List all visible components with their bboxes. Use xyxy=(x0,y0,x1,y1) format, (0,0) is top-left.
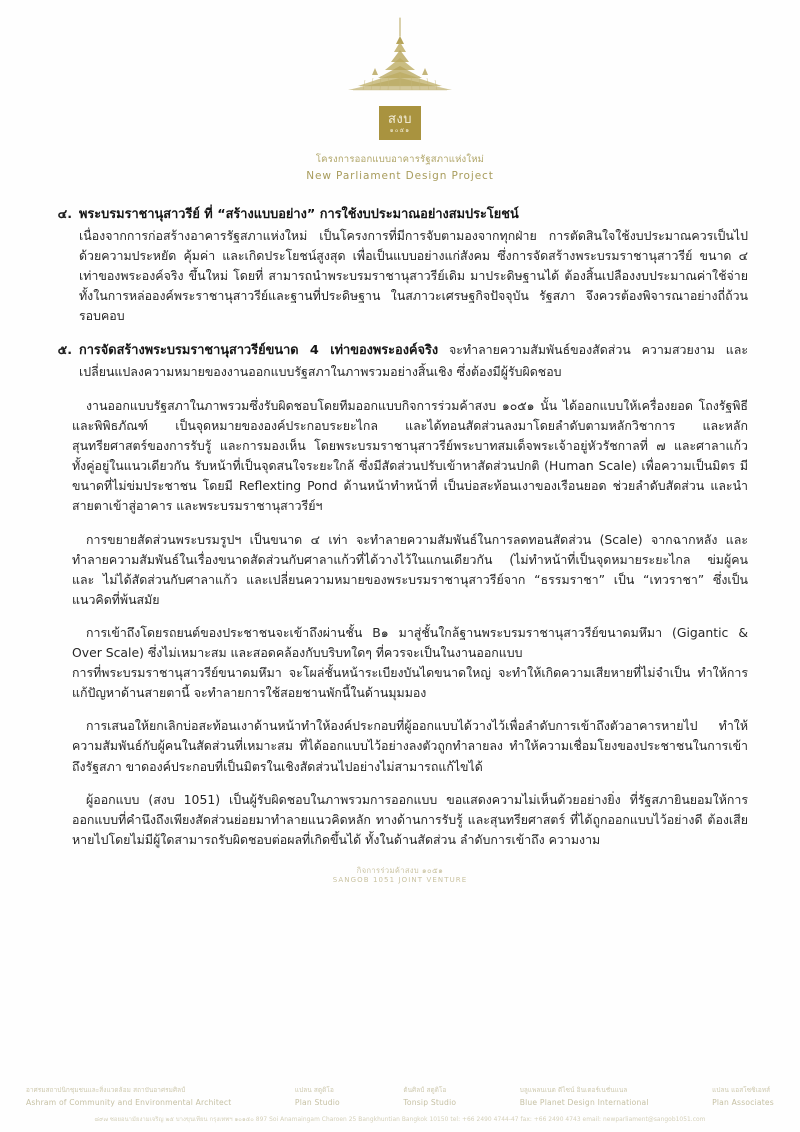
signature-thai: กิจการร่วมค้าสงบ ๑๐๕๑ xyxy=(356,865,444,875)
list-item-4-number: ๔. xyxy=(57,206,72,221)
footer-firm-1 xyxy=(26,1085,231,1107)
sangob-logo-mark xyxy=(379,106,421,140)
list-item-4-heading: พระบรมราชานุสาวรีย์ ที่ “สร้างแบบอย่าง” การใช้งบประมาณอย่างสมประโยชน์ xyxy=(79,207,519,222)
spacer xyxy=(52,384,748,396)
paragraph-3: การเข้าถึงโดยรถยนต์ของประชาชนจะเข้าถึงผ่านชั้น B๑ มาสู่ชั้นใกล้ฐานพระบรมราชานุสาวรีย์ขนาดมหึมา (Gigantic & Over Scale) ซึ่งไม่เหมาะสม และสอดคล้องกับบริบทใดๆ ที่ควรจะเป็นในงานออกแบบ xyxy=(72,624,748,661)
paragraph-6: ผู้ออกแบบ (สงบ 1051) เป็นผู้รับผิดชอบในภาพรวมการออกแบบ ขอแสดงความไม่เห็นด้วยอย่างยิ่ง ที่รัฐสภายินยอมให้การออกแบบที่คำนึงถึงเพียงสัดส่วนย่อยมาทำลายแนวคิดหลัก ทางด้านการรับรู้ และสุนทรียศาสตร์ ที่ได้ถูกออกแบบไว้อย่างดี ต้องเสียหายไปโดยไม่มีผู้ใดสามารถรับผิดชอบต่อผลที่เกิดขึ้นได้ ทั้งในด้านสัดส่วน ลำดับการเข้าถึง ความงาม xyxy=(72,791,748,847)
paragraph-2: การขยายสัดส่วนพระบรมรูปฯ เป็นขนาด ๔ เท่า จะทำลายความสัมพันธ์ในการลดทอนสัดส่วน (Scale) จากฉากหลัง และทำลายความสัมพันธ์ในเรื่องขนาดสัดส่วนกับศาลาแก้วที่ได้วางไว้ในแกนเดียวกัน (ไม่ทำหน้าที่เป็นจุดหมายระยะไกล ข่มผู้คน และ ไม่ได้สัดส่วนกับศาลาแก้ว และเปลี่ยนความหมายของพระบรมราชานุสาวรีย์จาก “ธรรมราชา” เป็น “เทวราชา” ซึ่งเป็นแนวคิดที่พ้นสมัย xyxy=(72,531,748,607)
document-footer xyxy=(0,1085,800,1124)
footer-firm-5-english: Plan Associates xyxy=(712,1098,774,1107)
list-item-4-paragraph: เนื่องจากการก่อสร้างอาคารรัฐสภาแห่งใหม่ เป็นโครงการที่มีการจับตามองจากทุกฝ่าย การตัดสินใจใช้งบประมาณควรเป็นไปด้วยความประหยัด คุ้มค่า และเกิดประโยชน์สูงสุด เพื่อเป็นแบบอย่างแก่สังคม ซึ่งการจัดสร้างพระบรมราชานุสาวรีย์ ขนาด ๔ เท่าของพระองค์จริง ขึ้นใหม่ โดยที่ สามารถนำพระบรมราชานุสาวรีย์เดิม มาประดิษฐานได้ ต้องสิ้นเปลืองงบประมาณค่าใช้จ่าย ทั้งในการหล่อองค์พระราชานุสาวรีย์และฐานที่ประดิษฐาน ในสภาวะเศรษฐกิจปัจจุบัน รัฐสภา จึงควรต้องพิจารณาอย่างถี่ถ้วน รอบคอบ xyxy=(79,227,748,324)
paragraph-4: การที่พระบรมราชานุสาวรีย์ขนาดมหึมา จะโผล่ชั้นหน้าระเบียงบันไดขนาดใหญ่ จะทำให้เกิดความเสียหายที่ไม่จำเป็น ทำให้การแก้ปัญหาด้านสายตานี้ จะทำลายการใช้สอยชานพักนี้ในด้านมุมมอง xyxy=(72,665,748,701)
list-item-5-text xyxy=(79,340,748,382)
footer-firm-4-thai: บลูแพลนเนต ดีไซน์ อินเตอร์เนชั่นแนล xyxy=(519,1086,628,1094)
footer-firm-4 xyxy=(520,1085,649,1107)
signature-english: SANGOB 1051 JOINT VENTURE xyxy=(332,876,468,884)
logo-brand-number: ๑๐๕๑ xyxy=(389,126,411,134)
footer-firm-5 xyxy=(712,1085,774,1107)
list-item-5-heading-tail: จะทำลายความสัมพันธ์ของสัดส่วน ความสวยงาม และเปลี่ยนแปลงความหมายของงานออกแบบรัฐสภาในภาพรวมอย่างสิ้นเชิง ซึ่งต้องมีผู้รับผิดชอบ xyxy=(79,342,748,379)
project-title-english: New Parliament Design Project xyxy=(306,170,494,182)
list-item-4 xyxy=(52,204,748,326)
list-item-5 xyxy=(52,340,748,382)
paragraph-1: งานออกแบบรัฐสภาในภาพรวมซึ่งรับผิดชอบโดยทีมออกแบบกิจการร่วมค้าสงบ ๑๐๕๑ นั้น ได้ออกแบบให้เครื่องยอด โถงรัฐพิธี และพิพิธภัณฑ์ เป็นจุดหมายขององค์ประกอบระยะไกล และได้ทอนสัดส่วนลงมาโดยลำดับตามหลักวิชาการ และหลักสุนทรียศาสตร์ของการรับรู้ และการมองเห็น โดยพระบรมราชานุสาวรีย์พระบาทสมเด็จพระเจ้าอยู่หัวรัชกาลที่ ๗ และศาลาแก้ว ทั้งคู่อยู่ในแนวเดียวกัน รับหน้าที่เป็นจุดสนใจระยะใกล้ ซึ่งมีสัดส่วนปรับเข้าหาสัดส่วนปกติ (Human Scale) เพื่อความเป็นมิตร มีขนาดที่ไม่ข่มประชาชน โดยมี Reflexting Pond ด้านหน้าทำหน้าที่ เป็นบ่อสะท้อนเงาของเรือนยอด ช่วยลำดับสัดส่วน และนำสายตาเข้าสู่อาคาร และพระบรมราชานุสาวรีย์ฯ xyxy=(72,398,748,514)
footer-firm-4-english: Blue Planet Design International xyxy=(519,1098,649,1107)
logo-brand-thai: สงบ xyxy=(387,111,413,127)
document-header xyxy=(0,0,800,182)
footer-firm-2 xyxy=(295,1085,340,1107)
list-item-5-number: ๕. xyxy=(57,342,72,358)
thai-royal-pavilion-crest-icon xyxy=(305,16,495,104)
spacer xyxy=(52,328,748,340)
document-content xyxy=(52,204,748,885)
footer-firm-3-english: Tonsip Studio xyxy=(403,1098,457,1107)
footer-firm-1-thai: อาศรมสถาปนิกชุมชนและสิ่งแวดล้อม สถาบันอาศรมศิลป์ xyxy=(26,1086,186,1094)
list-item-4-body xyxy=(79,204,748,326)
footer-firm-5-thai: แปลน แอสโซซิเอทส์ xyxy=(712,1086,771,1094)
project-title-thai: โครงการออกแบบอาคารรัฐสภาแห่งใหม่ xyxy=(315,154,485,165)
footer-consortium-list xyxy=(26,1085,774,1107)
paragraph-5: การเสนอให้ยกเลิกบ่อสะท้อนเงาด้านหน้าทำให้องค์ประกอบที่ผู้ออกแบบได้วางไว้เพื่อลำดับการเข้าถึงตัวอาคารหายไป ทำให้ความสัมพันธ์กับผู้คนในสัดส่วนที่เหมาะสม ที่ได้ออกแบบไว้อย่างลงตัวถูกทำลายลง ทำให้ความเชื่อมโยงของประชาชนในการเข้าถึงรัฐสภา ขาดองค์ประกอบที่เป็นมิตรในเชิงสัดส่วนไปอย่างไม่สามารถแก้ไขได้ xyxy=(72,718,748,774)
list-item-5-heading: การจัดสร้างพระบรมราชานุสาวรีย์ขนาด 4 เท่าของพระองค์จริง xyxy=(79,343,439,359)
list-item-5-body xyxy=(79,340,748,382)
footer-address: ๘๙๗ ซอยอนามัยงามเจริญ ๒๕ บางขุนเทียน กรุงเทพฯ ๑๐๑๕๐ 897 Soi Anamaingam Charoen 25 Bangkhuntian Bangkok 10150 tel: +66 2490 4744-47 fax: +66 2490 4743 email: newparliament@sangob1051.com xyxy=(94,1117,706,1123)
footer-firm-3-thai: ต้นศิลป์ สตูดิโอ xyxy=(403,1086,447,1094)
signature-block xyxy=(52,866,748,886)
footer-firm-2-thai: แปลน สตูดิโอ xyxy=(294,1086,334,1094)
footer-firm-3 xyxy=(403,1085,456,1107)
list-item-4-text xyxy=(79,204,748,226)
footer-firm-2-english: Plan Studio xyxy=(294,1098,340,1107)
footer-firm-1-english: Ashram of Community and Environmental Architect xyxy=(26,1098,232,1107)
